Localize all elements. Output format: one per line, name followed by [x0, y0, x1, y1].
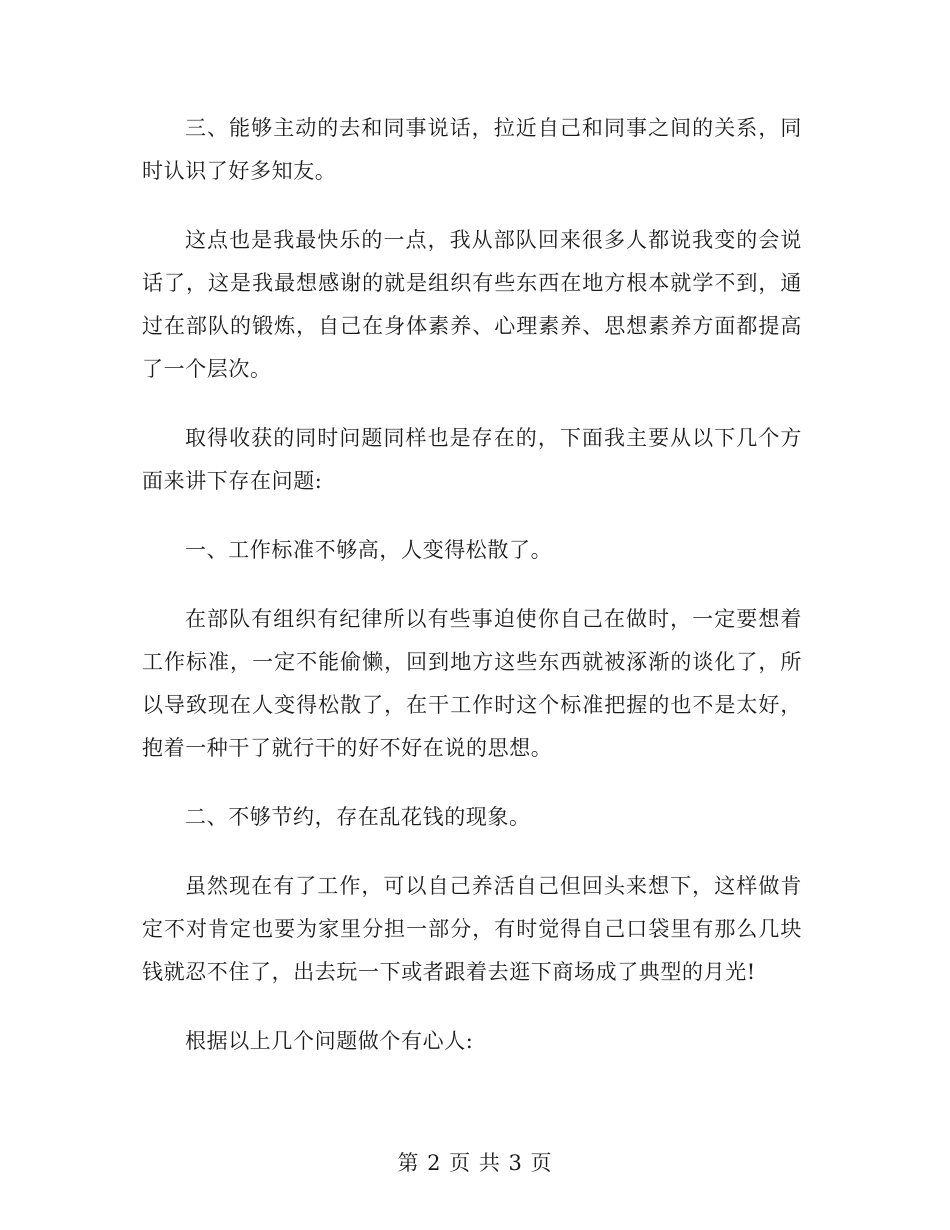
paragraph-problems-intro: 取得收获的同时问题同样也是存在的，下面我主要从以下几个方面来讲下存在问题: — [142, 426, 802, 493]
document-body — [142, 107, 802, 1089]
page-number-footer: 第 2 页 共 3 页 — [397, 1151, 553, 1175]
heading-problem-one: 一、工作标准不够高，人变得松散了。 — [185, 538, 553, 562]
paragraph-conclusion-intro: 根据以上几个问题做个有心人: — [185, 1029, 474, 1053]
heading-problem-two: 二、不够节约，存在乱花钱的现象。 — [185, 805, 531, 829]
paragraph-happiness: 这点也是我最快乐的一点，我从部队回来很多人都说我变的会说话了，这是我最想感谢的就是组织有些东西在地方根本就学不到，通过在部队的锻炼，自己在身体素养、心理素养、思想素养方面都提高了一个层次。 — [142, 228, 802, 381]
paragraph-problem-one-detail: 在部队有组织有纪律所以有些事迫使你自己在做时，一定要想着工作标准，一定不能偷懒，回到地方这些东西就被涿渐的谈化了，所以导致现在人变得松散了，在干工作时这个标准把握的也不是太好，抱着一种干了就行干的好不好在说的思想。 — [142, 607, 802, 760]
paragraph-problem-two-detail: 虽然现在有了工作，可以自己养活自己但回头来想下，这样做肯定不对肯定也要为家里分担一部分，有时觉得自己口袋里有那么几块钱就忍不住了，出去玩一下或者跟着去逛下商场成了典型的月光! — [142, 874, 802, 984]
paragraph-third-point: 三、能够主动的去和同事说话，拉近自己和同事之间的关系，同时认识了好多知友。 — [142, 116, 802, 183]
